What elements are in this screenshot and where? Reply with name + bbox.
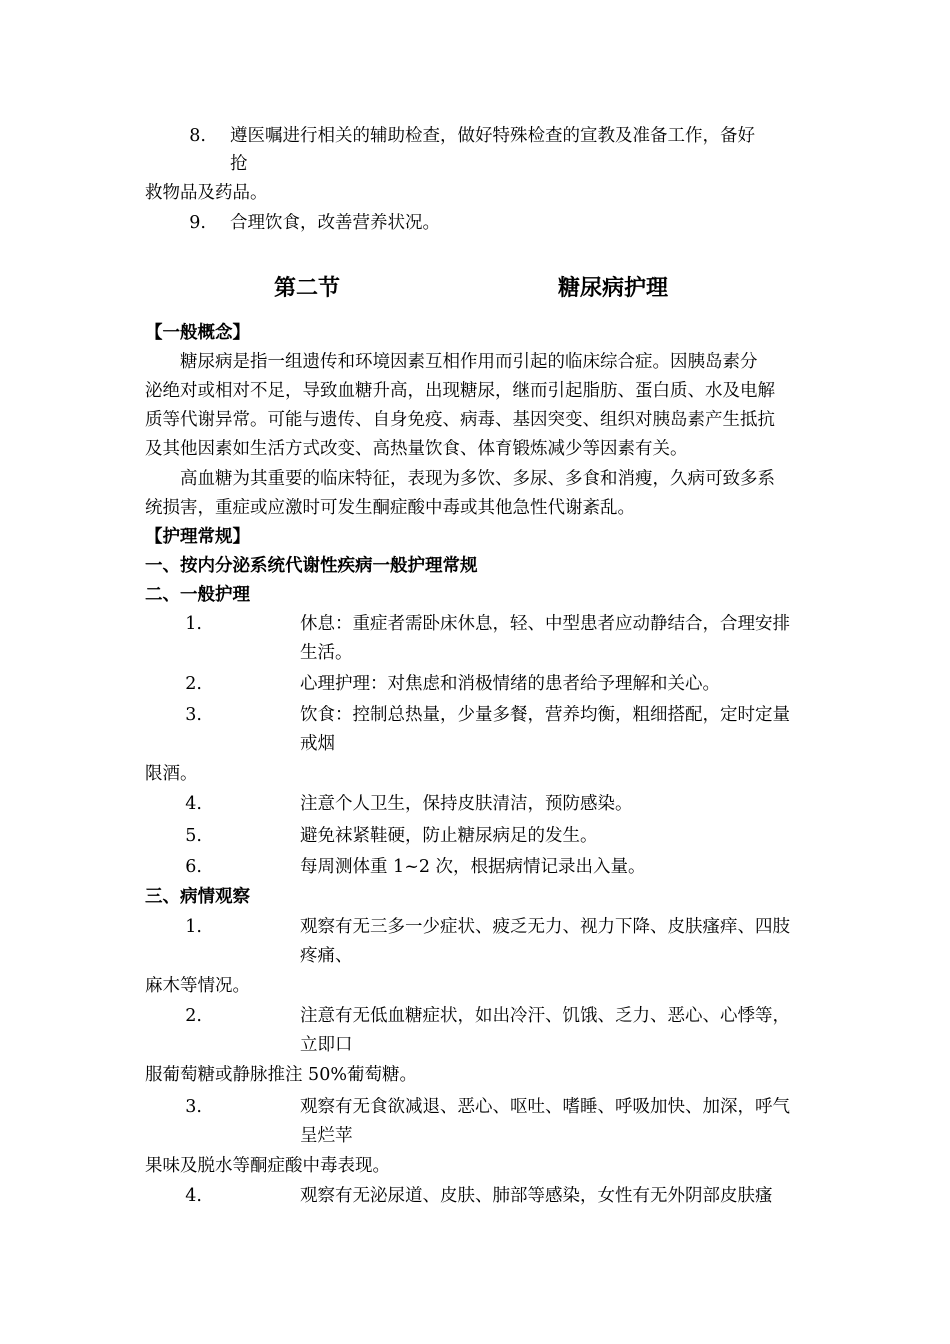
section-number: 第二节 — [274, 276, 341, 301]
paragraph-line: 质等代谢异常。可能与遗传、自身免疫、病毒、基因突变、组织对胰岛素产生抵抗 — [145, 410, 775, 430]
list-number: 6. — [185, 857, 202, 877]
list-item-text: 避免袜紧鞋硬，防止糖尿病足的发生。 — [300, 826, 598, 846]
list-item-text: 注意有无低血糖症状，如出冷汗、饥饿、乏力、恶心、心悸等， — [300, 1006, 790, 1026]
list-number: 9. — [189, 213, 206, 233]
list-item-text: 休息：重症者需卧床休息，轻、中型患者应动静结合，合理安排 — [300, 614, 790, 634]
list-item-text: 心理护理：对焦虑和消极情绪的患者给予理解和关心。 — [300, 674, 720, 694]
subheading-routine: 【护理常规】 — [145, 527, 250, 547]
section-title: 糖尿病护理 — [558, 276, 669, 301]
list-item-continuation: 麻木等情况。 — [145, 976, 250, 996]
list-item-text: 合理饮食，改善营养状况。 — [230, 213, 440, 233]
list-item-continuation: 果味及脱水等酮症酸中毒表现。 — [145, 1156, 390, 1176]
list-item-text: 注意个人卫生，保持皮肤清洁，预防感染。 — [300, 794, 633, 814]
list-number: 5. — [185, 826, 202, 846]
paragraph-line: 糖尿病是指一组遗传和环境因素互相作用而引起的临床综合症。因胰岛素分 — [180, 352, 758, 372]
list-item-text: 遵医嘱进行相关的辅助检查，做好特殊检查的宣教及准备工作，备好 — [230, 126, 755, 146]
list-item-text: 饮食：控制总热量，少量多餐，营养均衡，粗细搭配，定时定量 — [300, 705, 790, 725]
list-item-continuation: 救物品及药品。 — [145, 183, 268, 203]
outline-heading: 三、病情观察 — [145, 887, 250, 907]
subheading-concept: 【一般概念】 — [145, 323, 250, 343]
list-item-text: 呈烂苹 — [300, 1126, 353, 1146]
list-item-text: 观察有无三多一少症状、疲乏无力、视力下降、皮肤瘙痒、四肢 — [300, 917, 790, 937]
list-number: 3. — [185, 1097, 202, 1117]
list-number: 2. — [185, 674, 202, 694]
list-number: 8. — [189, 126, 206, 146]
list-number: 1. — [185, 917, 202, 937]
list-item-continuation: 限酒。 — [145, 764, 198, 784]
paragraph-line: 及其他因素如生活方式改变、高热量饮食、体育锻炼减少等因素有关。 — [145, 439, 688, 459]
outline-heading: 一、按内分泌系统代谢性疾病一般护理常规 — [145, 556, 478, 576]
list-item-text: 疼痛、 — [300, 946, 353, 966]
paragraph-line: 统损害，重症或应激时可发生酮症酸中毒或其他急性代谢紊乱。 — [145, 498, 635, 518]
list-item-continuation: 服葡萄糖或静脉推注 50%葡萄糖。 — [145, 1065, 417, 1085]
list-item-text: 戒烟 — [300, 734, 335, 754]
list-number: 2. — [185, 1006, 202, 1026]
outline-heading: 二、一般护理 — [145, 585, 250, 605]
list-item-text: 立即口 — [300, 1035, 353, 1055]
paragraph-line: 高血糖为其重要的临床特征，表现为多饮、多尿、多食和消瘦，久病可致多系 — [180, 469, 775, 489]
paragraph-line: 泌绝对或相对不足，导致血糖升高，出现糖尿，继而引起脂肪、蛋白质、水及电解 — [145, 381, 775, 401]
list-item-text: 观察有无食欲减退、恶心、呕吐、嗜睡、呼吸加快、加深，呼气 — [300, 1097, 790, 1117]
list-item-text: 生活。 — [300, 643, 353, 663]
list-number: 3. — [185, 705, 202, 725]
list-item-text: 每周测体重 1~2 次，根据病情记录出入量。 — [300, 857, 646, 877]
list-number: 4. — [185, 1186, 202, 1206]
list-number: 4. — [185, 794, 202, 814]
list-item-text: 抢 — [230, 154, 248, 174]
list-item-text: 观察有无泌尿道、皮肤、肺部等感染，女性有无外阴部皮肤瘙 — [300, 1186, 773, 1206]
list-number: 1. — [185, 614, 202, 634]
